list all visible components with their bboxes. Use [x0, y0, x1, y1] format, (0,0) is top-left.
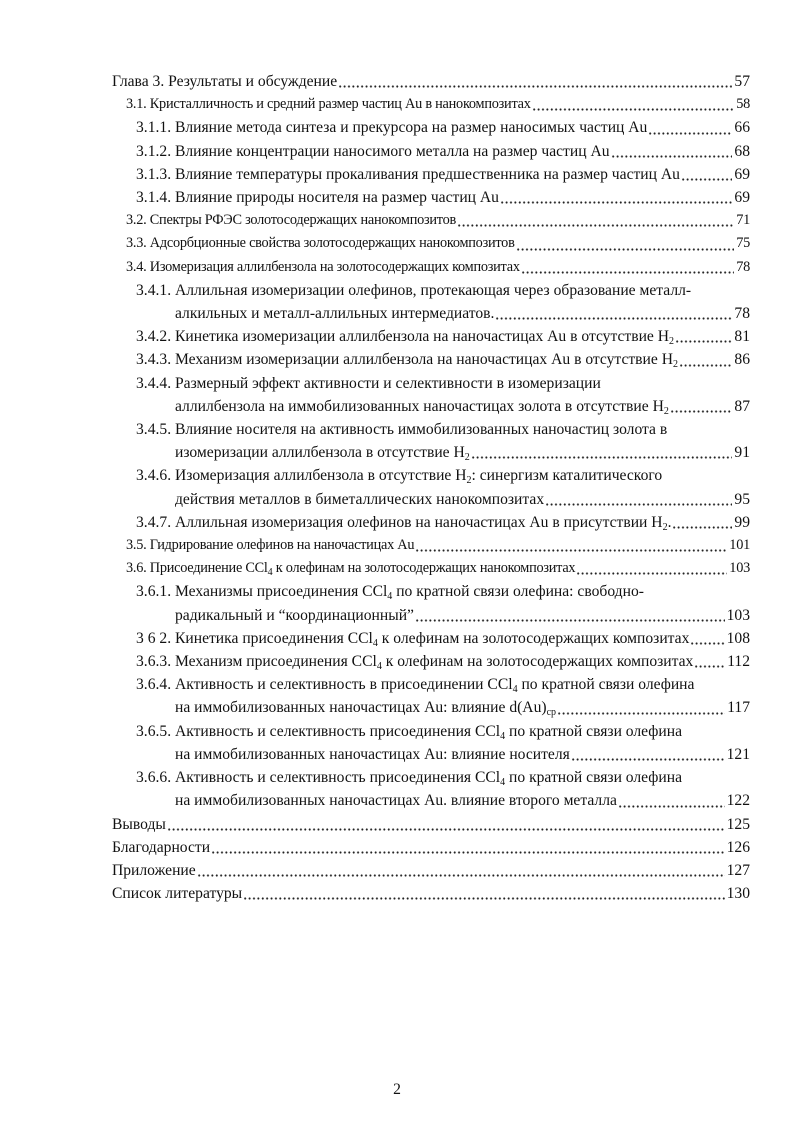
dot-leader [197, 873, 725, 878]
toc-entry-label-line2: действия металлов в биметаллических нанокомпозитах [175, 490, 545, 508]
page-number: 2 [393, 1081, 401, 1098]
toc-entry-3-1-2 [112, 140, 750, 163]
toc-entry-page: 68 [734, 142, 750, 160]
dot-leader [675, 339, 732, 344]
toc-entry-page: 87 [734, 397, 750, 415]
toc-entry-label-line1: 3.4.1. Аллильная изомеризации олефинов, протекающая через образование металл- [136, 281, 692, 299]
toc-entry-3-1-1 [112, 116, 750, 139]
toc-entry-page: 130 [726, 885, 750, 903]
toc-entry-label: 3 6 2. Кинетика присоединения CCl$_4$ к олефинам на золотосодержащих композитах [136, 629, 690, 649]
toc-entry-label-line1: 3.6.4. Активность и селективность в присоединении CCl$_4$ по кратной связи олефина [136, 676, 695, 696]
toc-entry-3-4-1 [112, 279, 750, 325]
toc-entry-label: 3.4.3. Механизм изомеризации аллилбензола на наночастицах Au в отсутствие $H_2$ [136, 351, 678, 371]
toc-entry-3-4-3 [112, 348, 750, 371]
toc-entry-3-6-2 [112, 627, 750, 650]
toc-entry-conclusions [112, 813, 750, 836]
toc-entry-label-line1: 3.4.5. Влияние носителя на активность иммобилизованных наночастиц золота в [136, 421, 668, 439]
dot-leader [471, 455, 733, 460]
toc-entry-page: 99 [734, 513, 750, 531]
toc-entry-3-1-4 [112, 186, 750, 209]
toc-entry-3-6-5 [112, 720, 750, 766]
toc-entry-3-6-4 [112, 673, 750, 719]
dot-leader [516, 247, 735, 252]
toc-entry-page: 108 [726, 629, 750, 647]
dot-leader [571, 757, 725, 762]
toc-entry-page: 66 [734, 119, 750, 137]
toc-entry-page: 69 [734, 189, 750, 207]
toc-entry-label-line2: аллилбензола на иммобилизованных наночастицах золота в отсутствие $H_2$ [175, 397, 669, 417]
toc-entry-label-line2: на иммобилизованных наночастицах Au: влияние носителя [175, 745, 570, 763]
toc-entry-page: 91 [734, 444, 750, 462]
toc-entry-page: 81 [734, 328, 750, 346]
toc-entry-3-3 [112, 232, 750, 255]
dot-leader [167, 827, 725, 832]
dot-leader [243, 896, 724, 901]
toc-entry-page: 75 [736, 235, 750, 252]
dot-leader [679, 363, 732, 368]
toc-entry-label-line2: изомеризации аллилбензола в отсутствие $H_2$ [175, 444, 470, 464]
dot-leader [338, 84, 732, 89]
toc-entry-page: 58 [736, 96, 750, 113]
toc-entry-label: 3.6.3. Механизм присоединения CCl$_4$ к олефинам на золотосодержащих композитах [136, 653, 694, 673]
toc-entry-label: 3.6. Присоединение CCl$_4$ к олефинам на золотосодержащих нанокомпозитах [126, 560, 576, 579]
dot-leader [681, 177, 732, 182]
toc-entry-label: 3.4.2. Кинетика изомеризации аллилбензола на наночастицах Au в отсутствие $H_2$ [136, 328, 675, 348]
toc-entry-chapter-3 [112, 70, 750, 93]
toc-entry-3-5 [112, 534, 750, 557]
toc-entry-label: 3.5. Гидрирование олефинов на наночастицах Au [126, 537, 415, 554]
toc-entry-3-1-3 [112, 163, 750, 186]
dot-leader [521, 270, 734, 275]
toc-entry-3-1 [112, 93, 750, 116]
toc-entry-3-6 [112, 557, 750, 580]
dot-leader [532, 107, 735, 112]
toc-entry-acknowledgements [112, 836, 750, 859]
toc-entry-page: 78 [736, 258, 750, 275]
toc-entry-page: 127 [726, 861, 750, 879]
toc-entry-label-line1: 3.6.5. Активность и селективность присоединения CCl$_4$ по кратной связи олефина [136, 722, 683, 742]
toc-entry-3-6-1 [112, 580, 750, 626]
toc-entry-page: 103 [729, 560, 750, 577]
toc-entry-3-2 [112, 209, 750, 232]
dot-leader [457, 223, 734, 228]
toc-entry-label: 3.4. Изомеризация аллилбензола на золотосодержащих композитах [126, 258, 520, 275]
dot-leader [557, 711, 725, 716]
toc-entry-label-line2: алкильных и металл-аллильных интермедиатов. [175, 305, 495, 323]
toc-entry-page: 71 [736, 212, 750, 229]
toc-entry-page: 95 [734, 490, 750, 508]
dot-leader [576, 571, 727, 576]
table-of-contents [112, 70, 750, 905]
toc-entry-page: 86 [734, 351, 750, 369]
toc-entry-page: 125 [726, 815, 750, 833]
toc-entry-appendix [112, 859, 750, 882]
dot-leader [611, 154, 733, 159]
toc-entry-page: 121 [726, 745, 750, 763]
toc-entry-label: Приложение [112, 861, 196, 879]
toc-entry-label: 3.1. Кристалличность и средний размер частиц Au в нанокомпозитах [126, 96, 531, 113]
toc-entry-label: Список литературы [112, 885, 243, 903]
toc-entry-page: 122 [726, 792, 750, 810]
toc-entry-label-line1: 3.6.6. Активность и селективность присоединения CCl$_4$ по кратной связи олефина [136, 769, 683, 789]
toc-entry-label: Глава 3. Результаты и обсуждение [112, 73, 338, 90]
dot-leader [670, 409, 733, 414]
toc-entry-page: 101 [729, 537, 750, 554]
dot-leader [672, 525, 732, 530]
dot-leader [415, 618, 725, 623]
toc-entry-3-4-2 [112, 325, 750, 348]
toc-entry-label-line1: 3.6.1. Механизмы присоединения CCl$_4$ по кратной связи олефина: свободно- [136, 583, 644, 603]
dot-leader [694, 664, 725, 669]
toc-entry-label: Благодарности [112, 838, 211, 856]
toc-entry-label-line2: на иммобилизованных наночастицах Au: влияние $d(Au)_{ср}$ [175, 699, 557, 719]
toc-entry-label-line1: 3.4.6. Изомеризация аллилбензола в отсутствие $H_2$: синергизм каталитического [136, 467, 663, 487]
toc-entry-page: 126 [726, 838, 750, 856]
toc-entry-page: 112 [727, 653, 750, 671]
toc-entry-3-4 [112, 256, 750, 279]
toc-entry-label: 3.2. Спектры РФЭС золотосодержащих нанокомпозитов [126, 212, 456, 229]
toc-entry-label-line2: на иммобилизованных наночастицах Au. влияние второго металла [175, 792, 617, 810]
toc-entry-page: 69 [734, 165, 750, 183]
toc-entry-3-4-6 [112, 464, 750, 510]
toc-entry-label: 3.3. Адсорбционные свойства золотосодержащих нанокомпозитов [126, 235, 515, 252]
dot-leader [618, 804, 725, 809]
toc-entry-label: Выводы [112, 815, 166, 833]
dot-leader [545, 502, 732, 507]
toc-entry-label: 3.1.2. Влияние концентрации наносимого металла на размер частиц Au [136, 142, 610, 160]
toc-entry-3-4-7 [112, 511, 750, 534]
toc-entry-3-4-4 [112, 372, 750, 418]
dot-leader [690, 641, 724, 646]
toc-entry-label: 3.1.3. Влияние температуры прокаливания предшественника на размер частиц Au [136, 165, 680, 183]
toc-entry-label: 3.1.4. Влияние природы носителя на размер частиц Au [136, 189, 499, 207]
dot-leader [495, 316, 732, 321]
dot-leader [648, 131, 732, 136]
toc-entry-references [112, 882, 750, 905]
toc-entry-3-6-3 [112, 650, 750, 673]
toc-entry-label: 3.4.7. Аллильная изомеризация олефинов на наночастицах Au в присутствии $H_2$. [136, 513, 672, 533]
toc-entry-3-4-5 [112, 418, 750, 464]
toc-entry-page: 57 [734, 73, 750, 90]
toc-entry-page: 78 [734, 305, 750, 323]
dot-leader [415, 548, 727, 553]
toc-entry-label: 3.1.1. Влияние метода синтеза и прекурсора на размер наносимых частиц Au [136, 119, 648, 137]
toc-entry-3-6-6 [112, 766, 750, 812]
dot-leader [500, 200, 732, 205]
dot-leader [211, 850, 725, 855]
toc-entry-label-line2: радикальный и “координационный” [175, 606, 414, 624]
toc-entry-label-line1: 3.4.4. Размерный эффект активности и селективности в изомеризации [136, 374, 601, 392]
toc-entry-page: 117 [727, 699, 750, 717]
toc-entry-page: 103 [726, 606, 750, 624]
